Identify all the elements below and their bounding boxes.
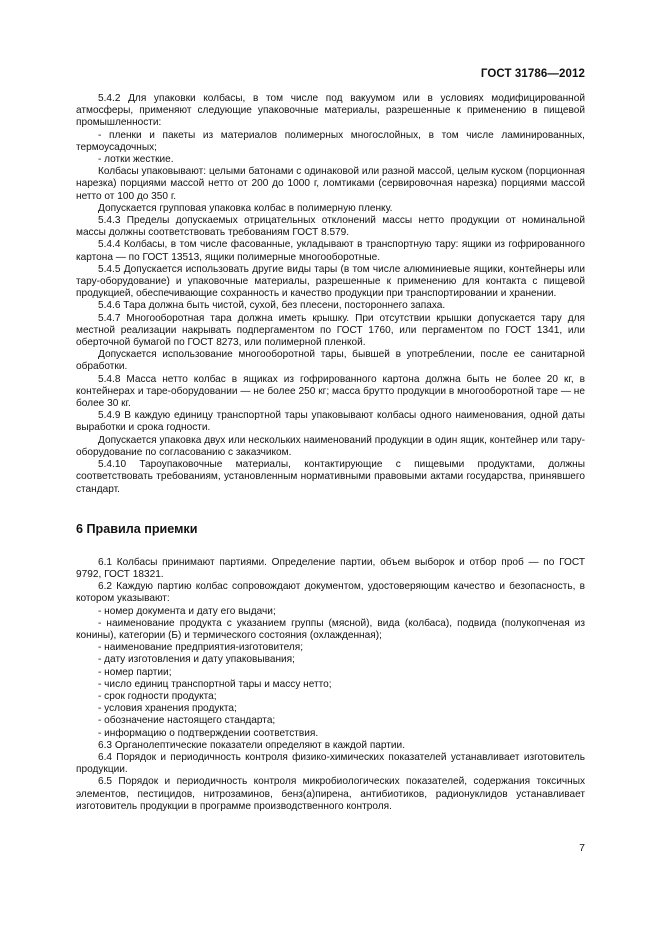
paragraph: 6.3 Органолептические показатели определяют в каждой партии. [98,739,405,751]
paragraph: 5.4.3 Пределы допускаемых отрицательных отклонений массы нетто продукции от номинальной массы должны соответствовать требованиям ГОСТ 8.579. [76,215,585,239]
paragraph: - пленки и пакеты из материалов полимерных многослойных, в том числе ламинированных, термоусадочных; [76,129,585,153]
paragraph: Допускается использование многооборотной тары, бывшей в употреблении, после ее санитарной обработки. [76,349,585,373]
paragraph: 6.5 Порядок и периодичность контроля микробиологических показателей, содержания токсичных элементов, пестицидов, нитрозаминов, бенз(а)пирена, антибиотиков, радионуклидов устанавливает изготовитель продукции в программе производственного контроля. [76,776,585,812]
paragraph: 6.4 Порядок и периодичность контроля физико-химических показателей устанавливает изготовитель продукции. [76,751,585,776]
paragraph: 5.4.6 Тара должна быть чистой, сухой, без плесени, постороннего запаха. [98,300,446,312]
paragraph: - дату изготовления и дату упаковывания; [98,654,295,666]
paragraph: 5.4.4 Колбасы, в том числе фасованные, укладывают в транспортную тару: ящики из гофрированного картона — по ГОСТ 13513, ящики полимерные многооборотные. [76,239,585,263]
paragraph: - лотки жесткие. [98,154,174,166]
paragraph: 5.4.8 Масса нетто колбас в ящиках из гофрированного картона должна быть не более 20 кг, в контейнерах и таре-оборудовании — не более 250 кг; масса брутто продукции в многооборотной таре — не более 30 кг. [76,373,585,410]
paragraph: Допускается групповая упаковка колбас в полимерную пленку. [98,202,393,214]
document-header: ГОСТ 31786—2012 [480,68,585,80]
paragraph: - информацию о подтверждении соответствия. [98,727,319,739]
paragraph: 5.4.2 Для упаковки колбасы, в том числе под вакуумом или в условиях модифицированной атмосферы, применяют следующие упаковочные материалы, разрешенные к применению в пищевой промышленности: [76,93,585,129]
section-6-acceptance-rules [76,557,585,813]
page-number: 7 [579,842,585,854]
paragraph: - номер партии; [98,666,172,678]
section-5-packaging [76,93,585,496]
paragraph: - наименование продукта с указанием группы (мясной), вида (колбаса), подвида (полукопченая из конины), категории (Б) и термического состояния (охлажденная); [76,617,585,641]
paragraph: 5.4.9 В каждую единицу транспортной тары упаковывают колбасы одного наименования, одной даты выработки и срока годности. [76,410,585,434]
paragraph: 5.4.10 Тароупаковочные материалы, контактирующие с пищевыми продуктами, должны соответствовать требованиям, установленным нормативными правовыми актами государства, принявшего стандарт. [76,459,585,495]
paragraph: Колбасы упаковывают: целыми батонами с одинаковой или разной массой, целым куском (порционная нарезка) порциями массой нетто от 200 до 1000 г, ломтиками (сервировочная нарезка) порциями массой нетто от 100 до 350 г. [76,166,585,202]
paragraph: 6.2 Каждую партию колбас сопровождают документом, удостоверяющим качество и безопасность, в котором указывают: [76,581,585,605]
section-6-title: 6 Правила приемки [76,521,198,536]
paragraph: - условия хранения продукта; [98,703,237,715]
page-content [76,93,585,813]
paragraph: 6.1 Колбасы принимают партиями. Определение партии, объем выборок и отбор проб — по ГОСТ 9792, ГОСТ 18321. [76,556,585,580]
paragraph: 5.4.5 Допускается использовать другие виды тары (в том числе алюминиевые ящики, контейнеры или тару-оборудование) и упаковочные материалы, разрешенные к применению для контакта с пищевой продукцией, обеспечивающие сохранность и качество продукции при транспортировании и хранении. [76,263,585,300]
paragraph: 5.4.7 Многооборотная тара должна иметь крышку. При отсутствии крышки допускается тару для местной реализации накрывать подпергаментом по ГОСТ 1760, или пергаментом по ГОСТ 1341, или оберточной бумагой по ГОСТ 8273, или полимерной пленкой. [76,312,585,349]
paragraph: - срок годности продукта; [98,690,217,702]
paragraph: - число единиц транспортной тары и массу нетто; [98,678,332,690]
paragraph: - обозначение настоящего стандарта; [98,715,276,727]
paragraph: Допускается упаковка двух или нескольких наименований продукции в один ящик, контейнер или тару-оборудование по согласованию с заказчиком. [76,434,585,458]
paragraph: - наименование предприятия-изготовителя; [98,642,304,654]
paragraph: - номер документа и дату его выдачи; [98,605,276,617]
